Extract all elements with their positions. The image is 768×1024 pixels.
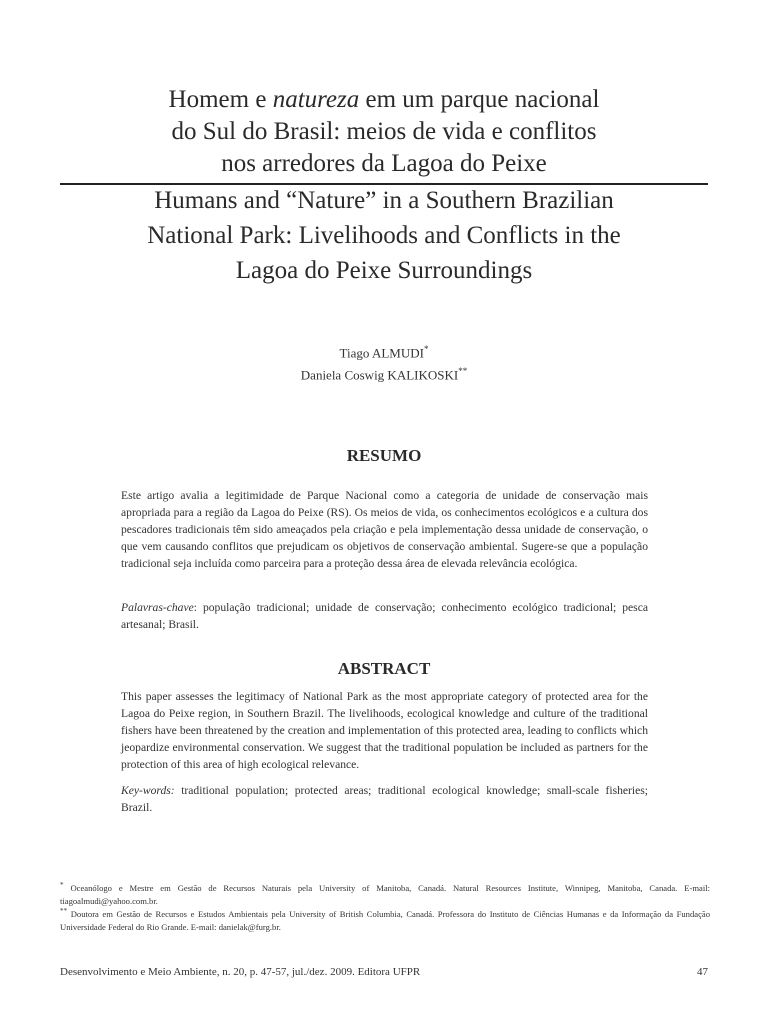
footnote-2-mark: ** [60,907,68,915]
running-footer [60,966,708,978]
author-1-name: Tiago ALMUDI [339,345,424,361]
author-2-mark: ** [458,366,468,377]
title-portuguese [0,84,768,180]
resumo-keywords-label: Palavras-chave [121,601,194,614]
title-pt-italic-word: natureza [272,86,360,113]
author-2 [0,362,768,384]
title-english [0,183,768,288]
footnote-1-mark: * [60,881,64,889]
title-pt-line-3: nos arredores da Lagoa do Peixe [221,150,547,177]
author-1 [0,340,768,362]
resumo-body: Este artigo avalia a legitimidade de Parque Nacional como a categoria de unidade de conservação mais apropriada para a região da Lagoa do Peixe (RS). Os meios de vida, os conhecimentos ecológicos e a cultura dos pescadores tradicionais têm sido ameaçados pela criação e pela implementação dessa unidade de conservação, o que vem causando conflitos que prejudicam os objetivos de conservação ambiental. Sugere-se que a população tradicional seja incluída como parceira para a proteção dessa área de elevada relevância ecológica. [121,489,648,570]
footnote-2 [60,905,710,934]
resumo-keywords [121,599,648,633]
title-pt-line-1-end: em um parque nacional [359,86,600,113]
author-1-mark: * [423,344,429,354]
authors [0,340,768,385]
abstract-body: This paper assesses the legitimacy of National Park as the most appropriate category of protected area for the Lagoa do Peixe region, in Southern Brazil. The livelihoods, ecological knowledge and culture of the traditional fishers have been threatened by the creation and implementation of this protected area, leading to conflicts which jeopardize environmental conservation. We suggest that the traditional population be included as partners for the protection of this area of high ecological relevance. [121,690,648,771]
footnote-1-text: Oceanólogo e Mestre em Gestão de Recursos Naturais pela University of Manitoba, Canadá. Natural Resources Institute, Winnipeg, Manitoba, Canada. E-mail: tiagoalmudi@yahoo.com.br. [60,882,710,906]
title-en-line-1: Humans and “Nature” in a Southern Brazilian [154,187,614,214]
resumo-keywords-text: : população tradicional; unidade de conservação; conhecimento ecológico tradicional; pesca artesanal; Brasil. [121,601,648,631]
title-pt-line-2: do Sul do Brasil: meios de vida e conflitos [171,118,597,145]
title-en-line-2: National Park: Livelihoods and Conflicts in the [147,222,621,249]
title-pt-line-1-start: Homem e [168,86,273,113]
footnote-1 [60,879,710,908]
journal-citation: Desenvolvimento e Meio Ambiente, n. 20, p. 47-57, jul./dez. 2009. Editora UFPR [60,966,421,978]
abstract-keywords [121,782,648,816]
abstract-keywords-label: Key-words: [121,784,175,797]
author-2-name: Daniela Coswig KALIKOSKI [300,367,459,383]
abstract-heading: ABSTRACT [337,659,431,678]
resumo-heading: RESUMO [346,446,422,465]
footnote-2-text: Doutora em Gestão de Recursos e Estudos Ambientais pela University of British Columbia, Canadá. Professora do Instituto de Ciências Humanas e da Informação da Fundação Universidade Federal do Rio Grande. E-mail: danielak@furg.br. [60,908,710,932]
abstract-keywords-text: traditional population; protected areas; traditional ecological knowledge; small-scale fisheries; Brazil. [121,784,648,814]
title-en-line-3: Lagoa do Peixe Surroundings [235,257,533,284]
title-pt-line-1 [0,84,768,116]
page-number: 47 [697,966,708,978]
